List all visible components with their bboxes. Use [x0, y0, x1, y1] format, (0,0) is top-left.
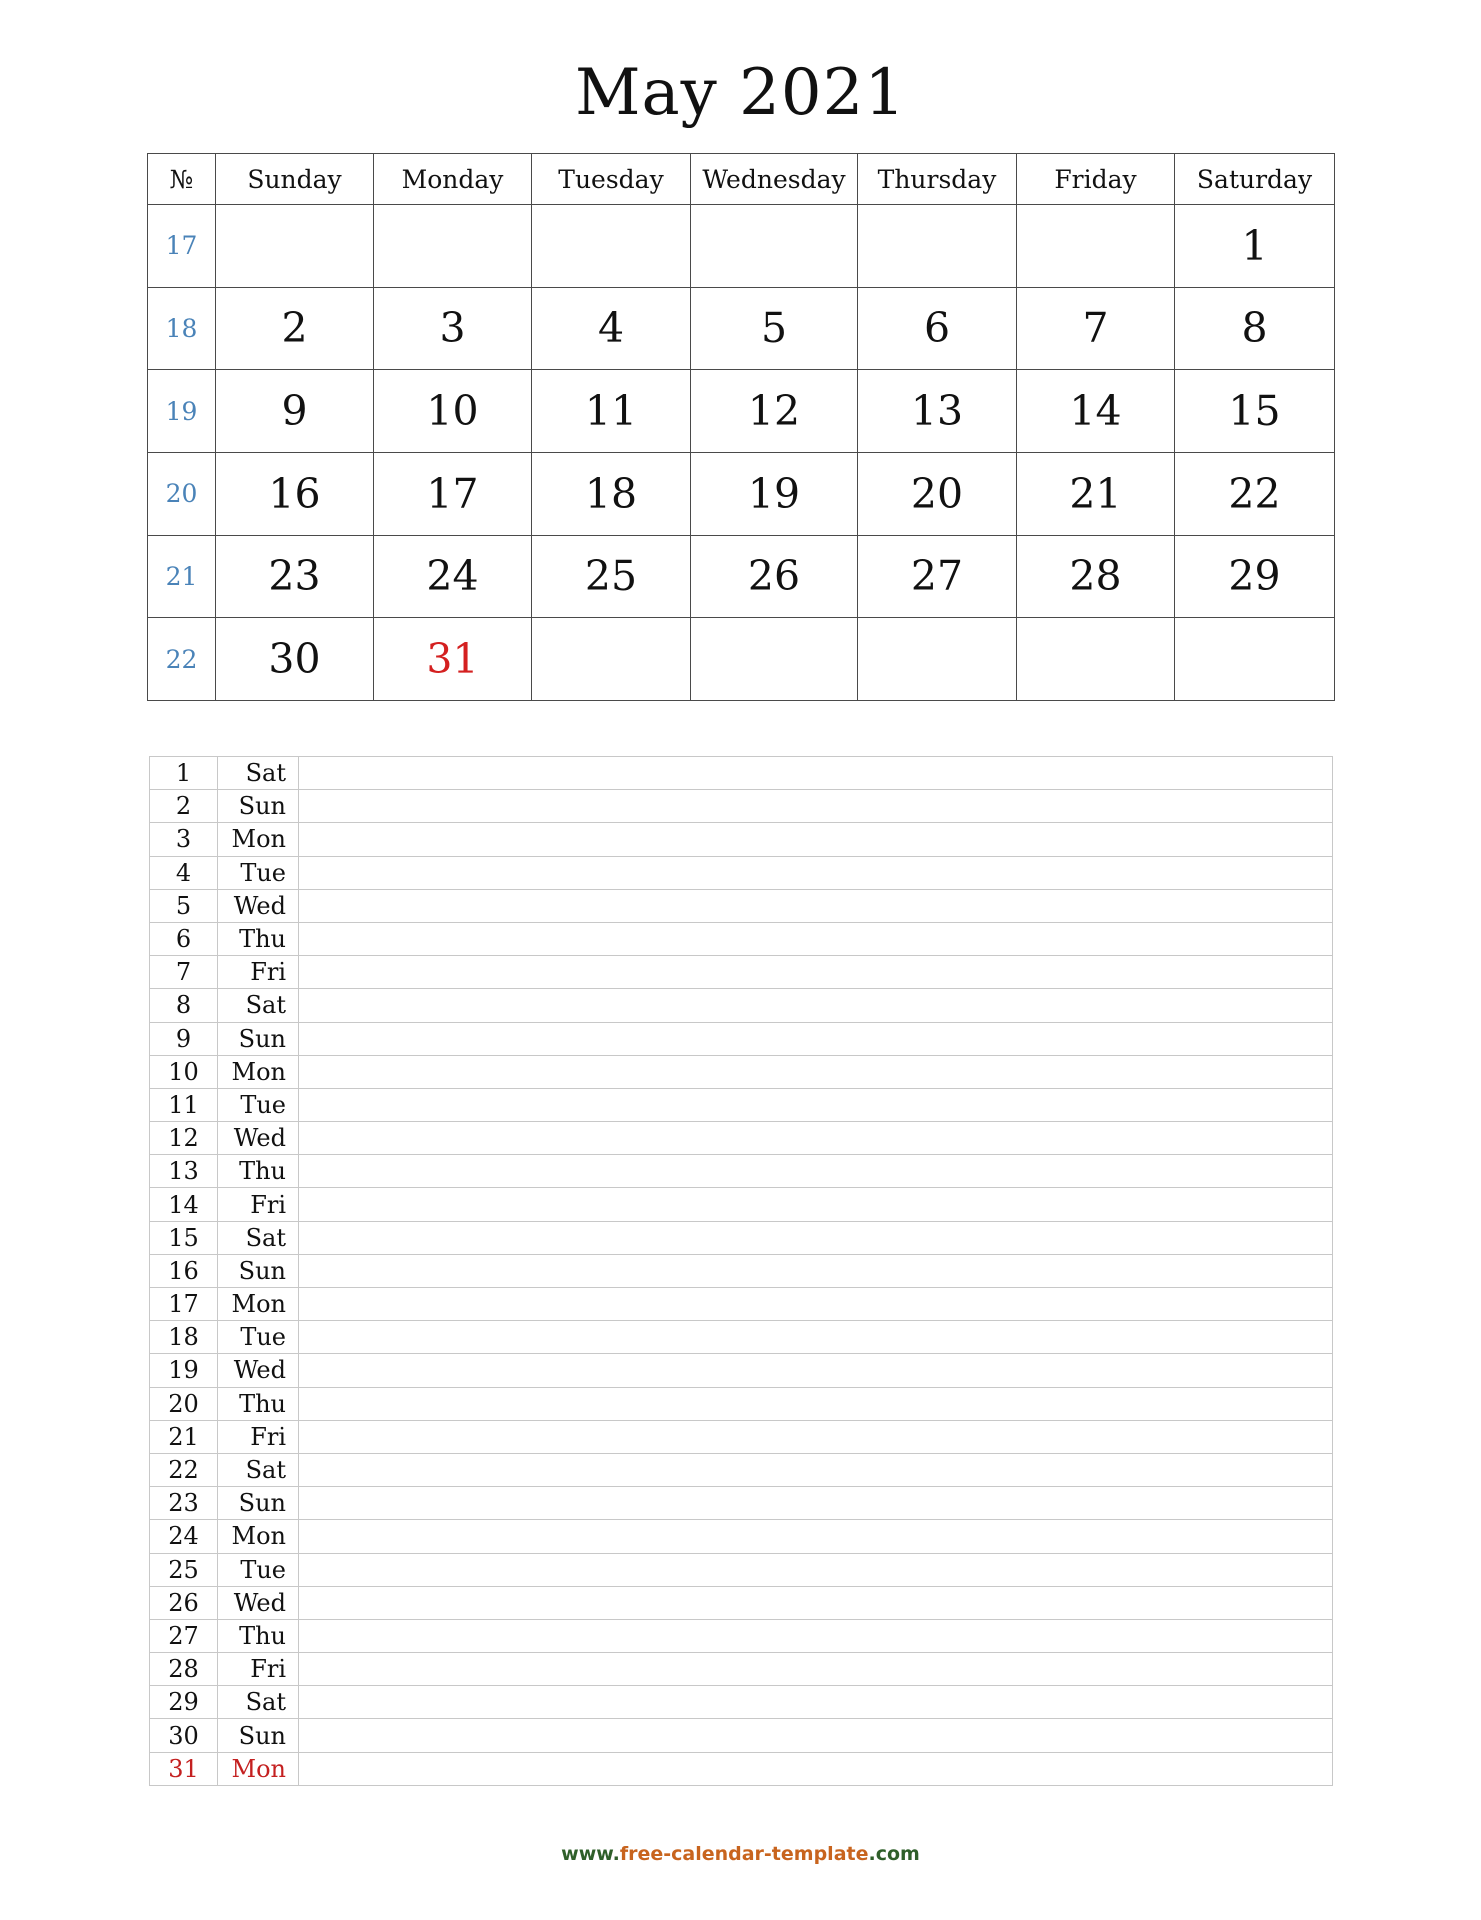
list-day-number: 13 — [150, 1155, 218, 1188]
list-day-number: 28 — [150, 1653, 218, 1686]
page-title: May 2021 — [574, 56, 907, 130]
list-day-number: 8 — [150, 989, 218, 1022]
list-item — [150, 1686, 1333, 1719]
list-day-number: 15 — [150, 1221, 218, 1254]
day-cell: 8 — [1175, 287, 1335, 370]
notes-cell[interactable] — [299, 1288, 1333, 1321]
list-weekday: Sun — [218, 1487, 299, 1520]
list-day-number: 14 — [150, 1188, 218, 1221]
notes-cell[interactable] — [299, 1387, 1333, 1420]
day-cell: 4 — [532, 287, 691, 370]
notes-cell[interactable] — [299, 1752, 1333, 1785]
list-day-number: 27 — [150, 1619, 218, 1652]
day-cell: 30 — [216, 618, 374, 701]
notes-cell[interactable] — [299, 1055, 1333, 1088]
list-weekday: Mon — [218, 823, 299, 856]
notes-cell[interactable] — [299, 1155, 1333, 1188]
week-number: 22 — [148, 618, 216, 701]
day-header-wednesday: Wednesday — [691, 154, 858, 205]
daily-notes-list — [149, 756, 1333, 1786]
week-number: 21 — [148, 535, 216, 618]
list-day-number: 24 — [150, 1520, 218, 1553]
week-row — [148, 370, 1335, 453]
day-cell — [858, 618, 1017, 701]
list-item — [150, 1653, 1333, 1686]
notes-cell[interactable] — [299, 1188, 1333, 1221]
day-cell: 29 — [1175, 535, 1335, 618]
notes-cell[interactable] — [299, 856, 1333, 889]
list-item — [150, 1055, 1333, 1088]
list-item — [150, 1752, 1333, 1785]
notes-cell[interactable] — [299, 889, 1333, 922]
notes-cell[interactable] — [299, 1354, 1333, 1387]
day-cell: 3 — [374, 287, 532, 370]
list-weekday: Wed — [218, 1122, 299, 1155]
day-cell: 13 — [858, 370, 1017, 453]
notes-cell[interactable] — [299, 1719, 1333, 1752]
list-item — [150, 1321, 1333, 1354]
list-weekday: Fri — [218, 1420, 299, 1453]
list-weekday: Tue — [218, 1321, 299, 1354]
list-day-number: 21 — [150, 1420, 218, 1453]
list-weekday: Sat — [218, 1221, 299, 1254]
list-day-number: 4 — [150, 856, 218, 889]
list-day-number: 18 — [150, 1321, 218, 1354]
list-item — [150, 1088, 1333, 1121]
notes-cell[interactable] — [299, 757, 1333, 790]
list-weekday: Tue — [218, 1088, 299, 1121]
day-cell: 7 — [1017, 287, 1175, 370]
list-weekday: Mon — [218, 1520, 299, 1553]
list-day-number: 3 — [150, 823, 218, 856]
list-day-number: 17 — [150, 1288, 218, 1321]
list-item — [150, 1619, 1333, 1652]
week-number-header: № — [148, 154, 216, 205]
list-day-number: 16 — [150, 1254, 218, 1287]
notes-cell[interactable] — [299, 989, 1333, 1022]
list-item — [150, 1221, 1333, 1254]
list-weekday: Fri — [218, 1188, 299, 1221]
list-weekday: Mon — [218, 1752, 299, 1785]
list-weekday: Thu — [218, 1387, 299, 1420]
list-day-number: 1 — [150, 757, 218, 790]
day-cell: 20 — [858, 452, 1017, 535]
list-day-number: 5 — [150, 889, 218, 922]
week-number: 17 — [148, 205, 216, 288]
list-weekday: Sun — [218, 1719, 299, 1752]
day-cell — [691, 618, 858, 701]
list-weekday: Thu — [218, 1155, 299, 1188]
day-header-tuesday: Tuesday — [532, 154, 691, 205]
list-weekday: Sun — [218, 1022, 299, 1055]
list-item — [150, 1719, 1333, 1752]
list-day-number: 9 — [150, 1022, 218, 1055]
list-weekday: Thu — [218, 1619, 299, 1652]
list-item — [150, 823, 1333, 856]
list-item — [150, 922, 1333, 955]
list-item — [150, 1520, 1333, 1553]
list-weekday: Wed — [218, 1354, 299, 1387]
day-cell — [1175, 618, 1335, 701]
list-weekday: Fri — [218, 956, 299, 989]
list-day-number: 30 — [150, 1719, 218, 1752]
list-weekday: Sat — [218, 1686, 299, 1719]
calendar-header-row — [148, 154, 1335, 205]
list-day-number: 6 — [150, 922, 218, 955]
list-day-number: 7 — [150, 956, 218, 989]
list-item — [150, 989, 1333, 1022]
day-cell: 28 — [1017, 535, 1175, 618]
notes-cell[interactable] — [299, 1321, 1333, 1354]
list-day-number: 12 — [150, 1122, 218, 1155]
list-item — [150, 1487, 1333, 1520]
list-item — [150, 956, 1333, 989]
notes-cell[interactable] — [299, 1586, 1333, 1619]
list-item — [150, 1122, 1333, 1155]
day-cell: 14 — [1017, 370, 1175, 453]
list-item — [150, 1420, 1333, 1453]
day-cell-highlighted: 31 — [374, 618, 532, 701]
list-day-number: 19 — [150, 1354, 218, 1387]
list-item — [150, 889, 1333, 922]
list-item — [150, 1022, 1333, 1055]
notes-cell[interactable] — [299, 956, 1333, 989]
day-cell: 16 — [216, 452, 374, 535]
list-item — [150, 1188, 1333, 1221]
notes-cell[interactable] — [299, 1686, 1333, 1719]
day-cell: 9 — [216, 370, 374, 453]
footer-prefix: www. — [561, 1843, 620, 1865]
list-item — [150, 1387, 1333, 1420]
list-weekday: Wed — [218, 1586, 299, 1619]
notes-cell[interactable] — [299, 1221, 1333, 1254]
list-day-number: 10 — [150, 1055, 218, 1088]
day-cell: 23 — [216, 535, 374, 618]
list-item — [150, 1288, 1333, 1321]
day-cell: 25 — [532, 535, 691, 618]
week-row — [148, 535, 1335, 618]
notes-cell[interactable] — [299, 1487, 1333, 1520]
day-header-friday: Friday — [1017, 154, 1175, 205]
list-weekday: Sat — [218, 757, 299, 790]
day-cell: 24 — [374, 535, 532, 618]
week-row — [148, 618, 1335, 701]
day-cell: 26 — [691, 535, 858, 618]
day-cell: 21 — [1017, 452, 1175, 535]
list-weekday: Sun — [218, 1254, 299, 1287]
week-number: 18 — [148, 287, 216, 370]
list-weekday: Mon — [218, 1288, 299, 1321]
list-day-number: 31 — [150, 1752, 218, 1785]
day-header-saturday: Saturday — [1175, 154, 1335, 205]
day-cell: 18 — [532, 452, 691, 535]
day-header-sunday: Sunday — [216, 154, 374, 205]
list-day-number: 22 — [150, 1453, 218, 1486]
day-cell — [691, 205, 858, 288]
list-weekday: Sat — [218, 989, 299, 1022]
notes-cell[interactable] — [299, 1022, 1333, 1055]
day-cell: 22 — [1175, 452, 1335, 535]
list-item — [150, 1155, 1333, 1188]
list-item — [150, 1453, 1333, 1486]
notes-cell[interactable] — [299, 1420, 1333, 1453]
list-weekday: Sat — [218, 1453, 299, 1486]
list-day-number: 26 — [150, 1586, 218, 1619]
day-cell: 2 — [216, 287, 374, 370]
list-weekday: Mon — [218, 1055, 299, 1088]
footer-site-name: free-calendar-template — [619, 1843, 869, 1865]
day-cell — [1017, 205, 1175, 288]
list-day-number: 20 — [150, 1387, 218, 1420]
list-item — [150, 1586, 1333, 1619]
notes-cell[interactable] — [299, 922, 1333, 955]
day-cell: 19 — [691, 452, 858, 535]
list-weekday: Tue — [218, 856, 299, 889]
list-weekday: Sun — [218, 790, 299, 823]
list-weekday: Thu — [218, 922, 299, 955]
day-header-monday: Monday — [374, 154, 532, 205]
day-cell — [216, 205, 374, 288]
notes-cell[interactable] — [299, 1520, 1333, 1553]
day-cell: 12 — [691, 370, 858, 453]
list-day-number: 23 — [150, 1487, 218, 1520]
list-day-number: 29 — [150, 1686, 218, 1719]
day-cell: 1 — [1175, 205, 1335, 288]
list-weekday: Tue — [218, 1553, 299, 1586]
day-cell: 5 — [691, 287, 858, 370]
notes-cell[interactable] — [299, 1453, 1333, 1486]
week-row — [148, 287, 1335, 370]
notes-cell[interactable] — [299, 1653, 1333, 1686]
list-item — [150, 856, 1333, 889]
notes-cell[interactable] — [299, 1619, 1333, 1652]
day-cell: 6 — [858, 287, 1017, 370]
notes-cell[interactable] — [299, 1122, 1333, 1155]
week-number: 19 — [148, 370, 216, 453]
day-cell: 11 — [532, 370, 691, 453]
list-day-number: 25 — [150, 1553, 218, 1586]
day-cell — [1017, 618, 1175, 701]
week-row — [148, 205, 1335, 288]
day-cell: 17 — [374, 452, 532, 535]
week-number: 20 — [148, 452, 216, 535]
list-weekday: Wed — [218, 889, 299, 922]
list-item — [150, 790, 1333, 823]
day-cell — [858, 205, 1017, 288]
list-item — [150, 1354, 1333, 1387]
day-cell — [532, 205, 691, 288]
day-header-thursday: Thursday — [858, 154, 1017, 205]
notes-cell[interactable] — [299, 823, 1333, 856]
list-item — [150, 1553, 1333, 1586]
footer-suffix: .com — [868, 1843, 920, 1865]
list-item — [150, 757, 1333, 790]
list-day-number: 11 — [150, 1088, 218, 1121]
day-cell: 27 — [858, 535, 1017, 618]
month-calendar-grid — [147, 153, 1335, 701]
week-row — [148, 452, 1335, 535]
list-day-number: 2 — [150, 790, 218, 823]
list-item — [150, 1254, 1333, 1287]
footer-url[interactable] — [0, 1843, 1481, 1865]
notes-cell[interactable] — [299, 1553, 1333, 1586]
list-weekday: Fri — [218, 1653, 299, 1686]
day-cell — [532, 618, 691, 701]
day-cell: 10 — [374, 370, 532, 453]
notes-cell[interactable] — [299, 790, 1333, 823]
day-cell — [374, 205, 532, 288]
notes-cell[interactable] — [299, 1254, 1333, 1287]
day-cell: 15 — [1175, 370, 1335, 453]
notes-cell[interactable] — [299, 1088, 1333, 1121]
